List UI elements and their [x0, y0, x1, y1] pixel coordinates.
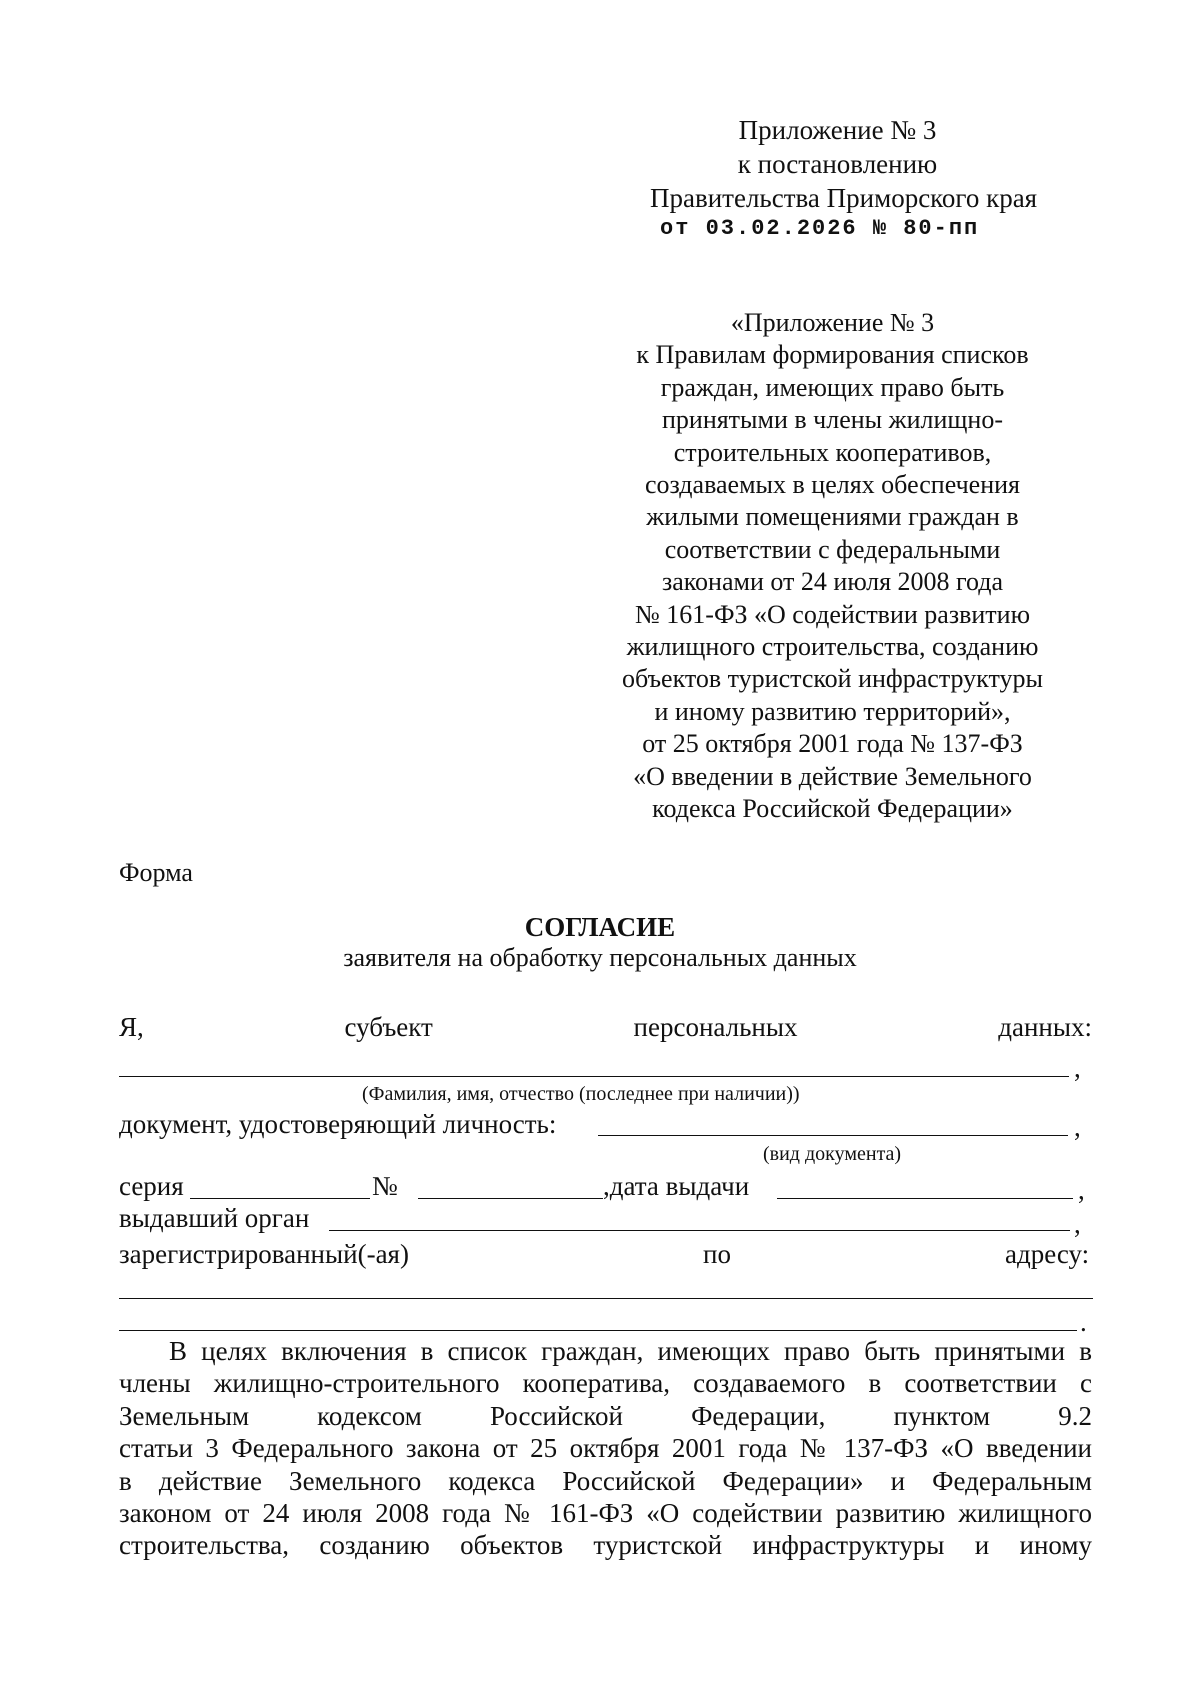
appendix-header-line: создаваемых в целях обеспечения — [644, 470, 1021, 500]
identity-document-field[interactable] — [598, 1135, 1068, 1136]
identity-document-label: документ, удостоверяющий личность: — [119, 1109, 557, 1139]
series-field[interactable] — [190, 1198, 370, 1199]
number-label: № — [372, 1171, 398, 1201]
appendix-header-line: жилищного строительства, созданию — [626, 632, 1039, 662]
identity-document-caption: (вид документа) — [763, 1143, 902, 1165]
subject-line — [119, 1012, 1092, 1043]
address-field-line-2[interactable] — [119, 1330, 1077, 1331]
paragraph-line: строительства, созданию объектов туристской инфраструктуры и иному — [119, 1530, 1092, 1561]
decree-header-line: к постановлению — [737, 149, 938, 179]
appendix-header-line: кодекса Российской Федерации» — [652, 794, 1013, 824]
issue-date-field[interactable] — [777, 1198, 1073, 1199]
series-label: серия — [119, 1171, 184, 1201]
subject-word: Я, — [119, 1012, 144, 1042]
comma: , — [1074, 1053, 1081, 1083]
subject-word: персональных — [633, 1012, 798, 1042]
full-name-field[interactable] — [119, 1076, 1069, 1077]
registered-label: по — [703, 1239, 731, 1269]
full-name-caption: (Фамилия, имя, отчество (последнее при наличии)) — [362, 1083, 800, 1105]
issue-date-label: ,дата выдачи — [603, 1171, 750, 1201]
appendix-header-line: жилыми помещениями граждан в — [646, 502, 1019, 532]
paragraph-line: в действие Земельного кодекса Российской Федерации» и Федеральным — [119, 1465, 1092, 1496]
address-field-line-1[interactable] — [119, 1298, 1093, 1299]
appendix-header-line: № 161-ФЗ «О содействии развитию — [635, 599, 1030, 629]
decree-header-line: Правительства Приморского края — [650, 183, 1038, 213]
registered-label: зарегистрированный(-ая) — [119, 1239, 409, 1269]
appendix-header — [605, 307, 1060, 826]
period: . — [1080, 1307, 1087, 1337]
appendix-header-line: законами от 24 июля 2008 года — [661, 567, 1004, 597]
paragraph-line: Земельным кодексом Российской Федерации, пунктом 9.2 — [119, 1400, 1092, 1431]
form-label: Форма — [119, 858, 193, 887]
paragraph-line: статьи 3 Федерального закона от 25 октября 2001 года № 137-ФЗ «О введении — [119, 1433, 1092, 1464]
number-field[interactable] — [418, 1198, 603, 1199]
appendix-header-line: строительных кооперативов, — [673, 437, 992, 467]
subject-word: субъект — [344, 1012, 433, 1042]
issuer-label: выдавший орган — [119, 1203, 310, 1233]
document-title: СОГЛАСИЕ — [524, 912, 676, 942]
paragraph-line: В целях включения в список граждан, имеющих право быть принятыми в — [169, 1336, 1092, 1366]
comma: , — [1074, 1209, 1081, 1239]
comma: , — [1074, 1112, 1081, 1142]
document-subtitle: заявителя на обработку персональных данных — [343, 943, 857, 972]
paragraph-line: законом от 24 июля 2008 года № 161-ФЗ «О содействии развитию жилищного — [119, 1498, 1092, 1529]
paragraph-line: члены жилищно-строительного кооператива, создаваемого в соответствии с — [119, 1368, 1092, 1399]
appendix-header-line: граждан, имеющих право быть — [660, 372, 1005, 402]
comma: , — [1078, 1175, 1085, 1205]
consent-paragraph — [119, 1335, 1092, 1562]
decree-header — [650, 113, 1038, 215]
appendix-header-line: от 25 октября 2001 года № 137-ФЗ — [642, 729, 1023, 759]
appendix-header-line: и иному развитию территорий», — [654, 696, 1011, 726]
issuer-field[interactable] — [329, 1230, 1070, 1231]
appendix-header-line: объектов туристской инфраструктуры — [622, 664, 1043, 694]
appendix-header-line: к Правилам формирования списков — [636, 340, 1029, 370]
appendix-header-line: «Приложение № 3 — [730, 308, 935, 337]
decree-header-line: Приложение № 3 — [738, 115, 937, 145]
registered-label: адресу: — [1005, 1239, 1090, 1269]
appendix-header-line: «О введении в действие Земельного — [633, 761, 1032, 791]
decree-date-number: от 03.02.2026 № 80-пп — [660, 216, 980, 241]
subject-word: данных: — [998, 1012, 1092, 1042]
appendix-header-line: соответствии с федеральными — [664, 534, 1001, 564]
appendix-header-line: принятыми в члены жилищно- — [661, 405, 1003, 435]
